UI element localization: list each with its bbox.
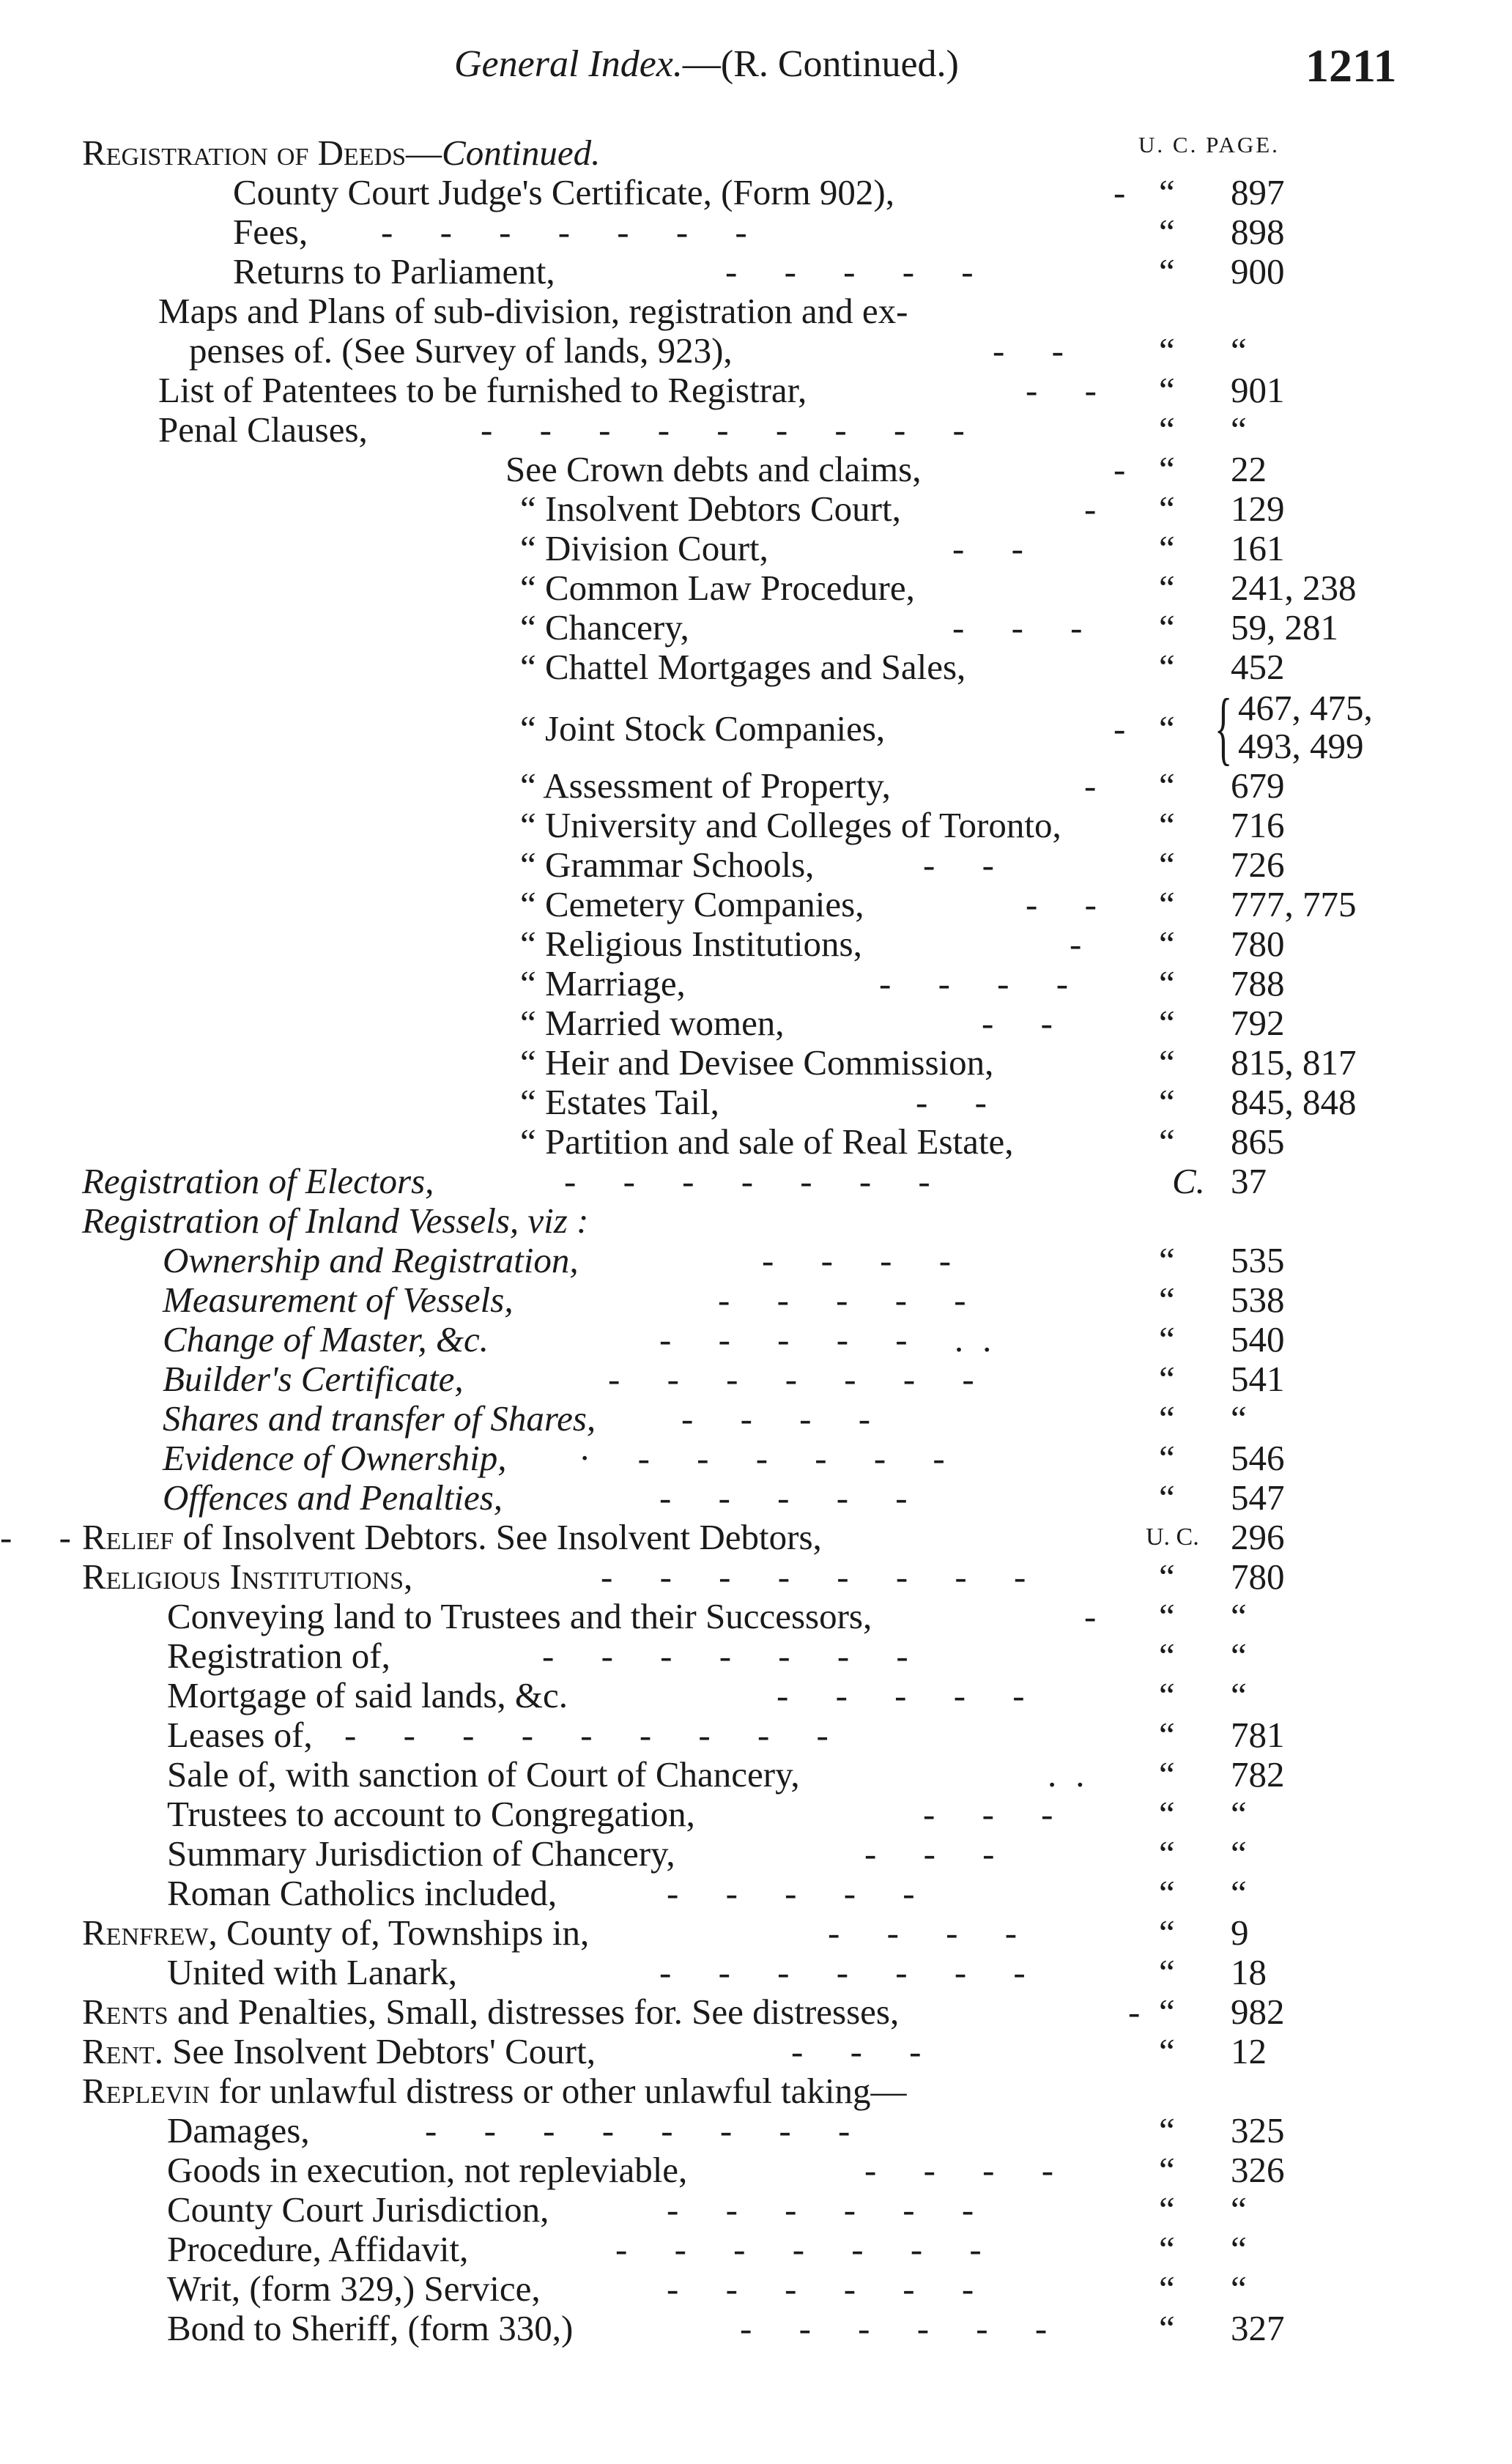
- entry-text: List of Patentees to be furnished to Registrar,: [158, 370, 807, 410]
- ditto-mark: “: [1159, 1438, 1175, 1478]
- index-entry: [0, 1755, 1512, 1794]
- entry-text: Fees,: [233, 212, 308, 252]
- ditto-mark: “: [1159, 1003, 1175, 1043]
- ditto-mark: “: [1159, 251, 1175, 292]
- index-entry: [0, 173, 1512, 212]
- entry-text: “ University and Colleges of Toronto,: [520, 805, 1061, 845]
- dot-leader: -: [1084, 765, 1116, 806]
- dot-leader: -: [1113, 172, 1145, 212]
- index-entry: [0, 410, 1512, 449]
- index-entry: [0, 1913, 1512, 1952]
- dot-leader: - - -: [952, 607, 1102, 647]
- page-reference: 782: [1231, 1754, 1285, 1795]
- index-entry: [0, 1162, 1512, 1201]
- entry-text: Goods in execution, not repleviable,: [167, 2150, 688, 2190]
- page-reference: “: [1231, 2189, 1247, 2230]
- dot-leader: - - - - - - - -: [425, 2110, 870, 2151]
- dot-leader: - -: [916, 1082, 1006, 1122]
- dot-leader: - - -: [791, 2031, 941, 2071]
- page-reference: 815, 817: [1231, 1042, 1357, 1083]
- page-reference: “: [1231, 409, 1247, 450]
- entry-text: Religious Institutions,: [82, 1556, 413, 1597]
- index-entry: [0, 1636, 1512, 1675]
- page-reference: “: [1231, 1675, 1247, 1715]
- page-reference: 780: [1231, 1556, 1285, 1597]
- index-entry: [0, 1478, 1512, 1517]
- entry-text: “ Grammar Schools,: [520, 845, 815, 885]
- index-entry: [0, 450, 1512, 489]
- index-entry: [0, 608, 1512, 647]
- index-entry: [0, 252, 1512, 291]
- dot-leader: - - - - -: [725, 251, 993, 292]
- entry-text: Registration of Electors,: [82, 1161, 434, 1201]
- page-reference: 781: [1231, 1715, 1285, 1755]
- dot-leader: - - - - - - -: [564, 1161, 949, 1201]
- index-entry: [0, 1518, 1512, 1556]
- page-reference: 541: [1231, 1359, 1285, 1399]
- index-entry: [0, 1439, 1512, 1477]
- dot-leader: - - - -: [879, 963, 1088, 1003]
- entry-text: “ Common Law Procedure,: [520, 568, 915, 608]
- page-reference: “: [1231, 1596, 1247, 1636]
- dot-leader: - - -: [923, 1794, 1072, 1834]
- page-reference: “: [1231, 330, 1247, 371]
- dot-leader: · - - - - - -: [579, 1438, 964, 1478]
- page-reference: 22: [1231, 449, 1267, 489]
- dot-leader: - - - - - - - -: [601, 1556, 1045, 1597]
- entry-text: Renfrew, County of, Townships in,: [82, 1912, 590, 1953]
- entry-text: Leases of,: [167, 1715, 313, 1755]
- ditto-mark: “: [1159, 1082, 1175, 1122]
- page-reference: 845, 848: [1231, 1082, 1357, 1122]
- index-entry: [0, 1241, 1512, 1280]
- entry-text: Registration of Deeds—Continued.: [82, 133, 601, 173]
- entry-text: See Crown debts and claims,: [505, 449, 922, 489]
- entry-text: “ Chattel Mortgages and Sales,: [520, 647, 966, 687]
- index-entry: [0, 212, 1512, 251]
- page-reference: 296: [1231, 1517, 1285, 1557]
- page-reference: “: [1231, 1636, 1247, 1676]
- index-entry: [0, 2309, 1512, 2348]
- dot-leader: - -: [1026, 884, 1116, 924]
- ditto-mark: “: [1159, 924, 1175, 964]
- index-entry: [0, 885, 1512, 924]
- index-entry: [0, 292, 1512, 330]
- index-entry: [0, 1874, 1512, 1912]
- page-reference: 898: [1231, 212, 1285, 252]
- entry-text: Registration of Inland Vessels, viz :: [82, 1201, 589, 1241]
- ditto-mark: “: [1159, 845, 1175, 885]
- index-entry: [0, 1834, 1512, 1873]
- entry-text: Registration of,: [167, 1636, 390, 1676]
- index-entry: [0, 2111, 1512, 2150]
- ditto-mark: “: [1159, 449, 1175, 489]
- entry-text: County Court Judge's Certificate, (Form 902),: [233, 172, 894, 212]
- ditto-mark: “: [1159, 963, 1175, 1003]
- index-entry: [0, 1953, 1512, 1992]
- page-reference: 792: [1231, 1003, 1285, 1043]
- ditto-mark: “: [1159, 1280, 1175, 1320]
- entry-text: Writ, (form 329,) Service,: [167, 2268, 541, 2309]
- entry-text: Returns to Parliament,: [233, 251, 555, 292]
- dot-leader: - - - - -: [659, 1477, 927, 1518]
- entry-text: Rents and Penalties, Small, distresses for. See distresses,: [82, 1992, 900, 2032]
- ditto-mark: “: [1159, 2308, 1175, 2348]
- entry-text: Trustees to account to Congregation,: [167, 1794, 695, 1834]
- dot-leader: - -: [1026, 370, 1116, 410]
- ditto-mark: C.: [1172, 1161, 1205, 1201]
- index-entry: [0, 2032, 1512, 2071]
- index-entry: [0, 1992, 1512, 2031]
- entry-text: “ Joint Stock Companies,: [520, 708, 886, 749]
- entry-text: United with Lanark,: [167, 1952, 457, 1992]
- page-reference: 9: [1231, 1912, 1249, 1953]
- ditto-mark: “: [1159, 884, 1175, 924]
- ditto-mark: “: [1159, 1477, 1175, 1518]
- page-reference: 325: [1231, 2110, 1285, 2151]
- page-reference: 452: [1231, 647, 1285, 687]
- ditto-mark: “: [1159, 1359, 1175, 1399]
- dot-leader: - - - - - - -: [608, 1359, 993, 1399]
- dot-leader: -: [1084, 489, 1116, 529]
- index-entry: [0, 568, 1512, 607]
- ditto-mark: “: [1159, 647, 1175, 687]
- ditto-mark: “: [1159, 2031, 1175, 2071]
- dot-leader: - - - - - - - - -: [344, 1715, 848, 1755]
- entry-text: Offences and Penalties,: [163, 1477, 503, 1518]
- ditto-mark: “: [1159, 172, 1175, 212]
- page-reference: 679: [1231, 765, 1285, 806]
- entry-text: “ Estates Tail,: [520, 1082, 719, 1122]
- index-entry: [0, 2230, 1512, 2268]
- ditto-mark: “: [1159, 2268, 1175, 2309]
- dot-leader: - - - -: [681, 1398, 890, 1439]
- entry-text: Measurement of Vessels,: [163, 1280, 514, 1320]
- page-reference: 726: [1231, 845, 1285, 885]
- index-entry: [0, 2269, 1512, 2308]
- dot-leader: -: [1113, 708, 1145, 749]
- header-title-italic: General Index.: [454, 43, 683, 85]
- index-entry: [0, 529, 1512, 568]
- index-entry: [0, 1201, 1512, 1240]
- page-reference: “: [1231, 1794, 1247, 1834]
- page-reference: 547: [1231, 1477, 1285, 1518]
- index-entry: [0, 1795, 1512, 1833]
- index-entry: [0, 1359, 1512, 1398]
- dot-leader: - - - - - - -: [381, 212, 766, 252]
- ditto-mark: “: [1159, 212, 1175, 252]
- ditto-mark: “: [1159, 1912, 1175, 1953]
- ditto-mark: “: [1159, 1833, 1175, 1874]
- ditto-mark: “: [1159, 370, 1175, 410]
- entry-text: Relief of Insolvent Debtors. See Insolvent Debtors,: [82, 1517, 822, 1557]
- entry-text: Roman Catholics included,: [167, 1873, 557, 1913]
- index-entry: [0, 964, 1512, 1003]
- ditto-mark: “: [1159, 1873, 1175, 1913]
- dot-leader: - - - - - -: [740, 2308, 1067, 2348]
- dot-leader: - -: [952, 528, 1042, 568]
- running-header: [454, 45, 959, 84]
- ditto-mark: “: [1159, 607, 1175, 647]
- entry-text: “ Cemetery Companies,: [520, 884, 864, 924]
- ditto-mark: “: [1159, 1042, 1175, 1083]
- page-reference: 777, 775: [1231, 884, 1357, 924]
- dot-leader: -: [1070, 924, 1101, 964]
- page-reference: “: [1231, 2268, 1247, 2309]
- dot-leader: -: [1128, 1992, 1160, 2032]
- ditto-mark: “: [1159, 568, 1175, 608]
- index-entry: [0, 924, 1512, 963]
- index-entry: [0, 1597, 1512, 1636]
- page-reference: 241, 238: [1231, 568, 1357, 608]
- page-reference: 982: [1231, 1992, 1285, 2032]
- entry-text: “ Insolvent Debtors Court,: [520, 489, 901, 529]
- dot-leader: - - - - - - -: [542, 1636, 927, 1676]
- index-entry: [0, 766, 1512, 805]
- index-entry: [0, 2151, 1512, 2189]
- page-reference: 900: [1231, 251, 1285, 292]
- page-number: 1211: [1305, 40, 1397, 92]
- index-entry: [0, 806, 1512, 845]
- dot-leader: - - - - - - -: [659, 1952, 1045, 1992]
- ditto-mark: “: [1159, 1675, 1175, 1715]
- dot-leader: - -: [923, 845, 1013, 885]
- index-entry: [0, 2190, 1512, 2229]
- page-reference: 18: [1231, 1952, 1267, 1992]
- index-entry: [0, 133, 1512, 172]
- entry-text: Change of Master, &c.: [163, 1319, 489, 1359]
- dot-leader: - - - -: [864, 2150, 1073, 2190]
- page-reference: 12: [1231, 2031, 1267, 2071]
- dot-leader: - - - -: [762, 1240, 971, 1280]
- ditto-mark: “: [1159, 1992, 1175, 2032]
- entry-text: Procedure, Affidavit,: [167, 2229, 469, 2269]
- dot-leader: - -: [0, 1517, 90, 1557]
- index-entry: [0, 1676, 1512, 1715]
- page-reference: “: [1231, 1398, 1247, 1439]
- column-heading: U. C. PAGE.: [1138, 132, 1280, 157]
- page-reference: 716: [1231, 805, 1285, 845]
- ditto-mark: “: [1159, 708, 1175, 749]
- ditto-mark: “: [1159, 2150, 1175, 2190]
- page-reference: 780: [1231, 924, 1285, 964]
- entry-text: penses of. (See Survey of lands, 923),: [189, 330, 733, 371]
- entry-text: County Court Jurisdiction,: [167, 2189, 549, 2230]
- page-reference: 538: [1231, 1280, 1285, 1320]
- entry-text: “ Married women,: [520, 1003, 785, 1043]
- page-reference: “: [1231, 1873, 1247, 1913]
- dot-leader: ..: [1048, 1754, 1104, 1795]
- entry-text: “ Partition and sale of Real Estate,: [520, 1121, 1014, 1162]
- ditto-mark: “: [1159, 489, 1175, 529]
- entry-text: “ Division Court,: [520, 528, 768, 568]
- dot-leader: - -: [982, 1003, 1072, 1043]
- page-reference: 59, 281: [1231, 607, 1338, 647]
- page-reference: 535: [1231, 1240, 1285, 1280]
- entry-text: Penal Clauses,: [158, 409, 368, 450]
- entry-text: Rent. See Insolvent Debtors' Court,: [82, 2031, 596, 2071]
- dot-leader: - - - -: [828, 1912, 1037, 1953]
- entry-text: “ Heir and Devisee Commission,: [520, 1042, 994, 1083]
- brace-icon: {: [1215, 683, 1233, 773]
- dot-leader: - - -: [864, 1833, 1014, 1874]
- page-reference: 37: [1231, 1161, 1267, 1201]
- index-entry: [0, 647, 1512, 686]
- index-entry: [0, 1003, 1512, 1042]
- entry-text: Ownership and Registration,: [163, 1240, 579, 1280]
- index-entry: [0, 845, 1512, 884]
- page-reference: 788: [1231, 963, 1285, 1003]
- index-entry: [0, 331, 1512, 370]
- dot-leader: -: [1084, 1596, 1116, 1636]
- page-reference: “: [1231, 1833, 1247, 1874]
- page-reference: 326: [1231, 2150, 1285, 2190]
- dot-leader: - - - - -: [667, 1873, 934, 1913]
- entry-text: Sale of, with sanction of Court of Chancery,: [167, 1754, 800, 1795]
- index-entry: [0, 1043, 1512, 1082]
- dot-leader: -: [1113, 449, 1145, 489]
- ditto-mark: “: [1159, 2189, 1175, 2230]
- entry-text: Maps and Plans of sub-division, registration and ex-: [158, 291, 908, 331]
- page-reference: 129: [1231, 489, 1285, 529]
- ditto-mark: “: [1159, 409, 1175, 450]
- index-entry: [0, 489, 1512, 528]
- entry-text: Builder's Certificate,: [163, 1359, 464, 1399]
- ditto-mark: “: [1159, 2110, 1175, 2151]
- page-reference: 901: [1231, 370, 1285, 410]
- page-reference: 161: [1231, 528, 1285, 568]
- ditto-mark: “: [1159, 528, 1175, 568]
- page-reference: 865: [1231, 1121, 1285, 1162]
- ditto-mark: “: [1159, 1121, 1175, 1162]
- page-reference: 546: [1231, 1438, 1285, 1478]
- index-entry: [0, 1399, 1512, 1438]
- dot-leader: - - - - - ..: [659, 1319, 1011, 1359]
- index-entry: [0, 371, 1512, 409]
- ditto-mark: “: [1159, 1398, 1175, 1439]
- dot-leader: - - - - - - - - -: [481, 409, 984, 450]
- ditto-mark: “: [1159, 1596, 1175, 1636]
- entry-text: “ Religious Institutions,: [520, 924, 862, 964]
- index-entry: [0, 1715, 1512, 1754]
- ditto-mark: “: [1159, 805, 1175, 845]
- entry-text: Bond to Sheriff, (form 330,): [167, 2308, 574, 2348]
- entry-text: Shares and transfer of Shares,: [163, 1398, 596, 1439]
- ditto-mark: “: [1159, 1636, 1175, 1676]
- index-entry: [0, 1122, 1512, 1161]
- index-entry: [0, 2071, 1512, 2110]
- dot-leader: - - - - -: [777, 1675, 1044, 1715]
- dot-leader: - - - - - -: [667, 2189, 993, 2230]
- entry-text: “ Assessment of Property,: [520, 765, 891, 806]
- ditto-mark: “: [1159, 1556, 1175, 1597]
- ditto-mark: U. C.: [1146, 1524, 1199, 1551]
- ditto-mark: “: [1159, 1715, 1175, 1755]
- ditto-mark: “: [1159, 1754, 1175, 1795]
- dot-leader: - - - - - - -: [615, 2229, 1001, 2269]
- ditto-mark: “: [1159, 1319, 1175, 1359]
- entry-text: “ Marriage,: [520, 963, 686, 1003]
- entry-text: Mortgage of said lands, &c.: [167, 1675, 568, 1715]
- index-entry: [0, 1557, 1512, 1596]
- ditto-mark: “: [1159, 1952, 1175, 1992]
- dot-leader: - -: [993, 330, 1083, 371]
- page-reference: 897: [1231, 172, 1285, 212]
- entry-text: Evidence of Ownership,: [163, 1438, 507, 1478]
- page-reference: 540: [1231, 1319, 1285, 1359]
- ditto-mark: “: [1159, 330, 1175, 371]
- page-reference: “: [1231, 2229, 1247, 2269]
- entry-text: Replevin for unlawful distress or other unlawful taking—: [82, 2071, 907, 2111]
- ditto-mark: “: [1159, 1240, 1175, 1280]
- dot-leader: - - - - -: [718, 1280, 985, 1320]
- ditto-mark: “: [1159, 2229, 1175, 2269]
- ditto-mark: “: [1159, 765, 1175, 806]
- ditto-mark: “: [1159, 1794, 1175, 1834]
- index-entry: [0, 1280, 1512, 1319]
- index-entry: [0, 1320, 1512, 1359]
- page-reference: 327: [1231, 2308, 1285, 2348]
- index-entry: “ Joint Stock Companies, - “ { 467, 475, 493, 499: [520, 683, 1373, 773]
- entry-text: Summary Jurisdiction of Chancery,: [167, 1833, 675, 1874]
- header-title-rest: —(R. Continued.): [682, 43, 959, 85]
- index-entry: [0, 1083, 1512, 1121]
- entry-text: Damages,: [167, 2110, 310, 2151]
- entry-text: Conveying land to Trustees and their Successors,: [167, 1596, 872, 1636]
- entry-text: “ Chancery,: [520, 607, 689, 647]
- dot-leader: - - - - - -: [667, 2268, 993, 2309]
